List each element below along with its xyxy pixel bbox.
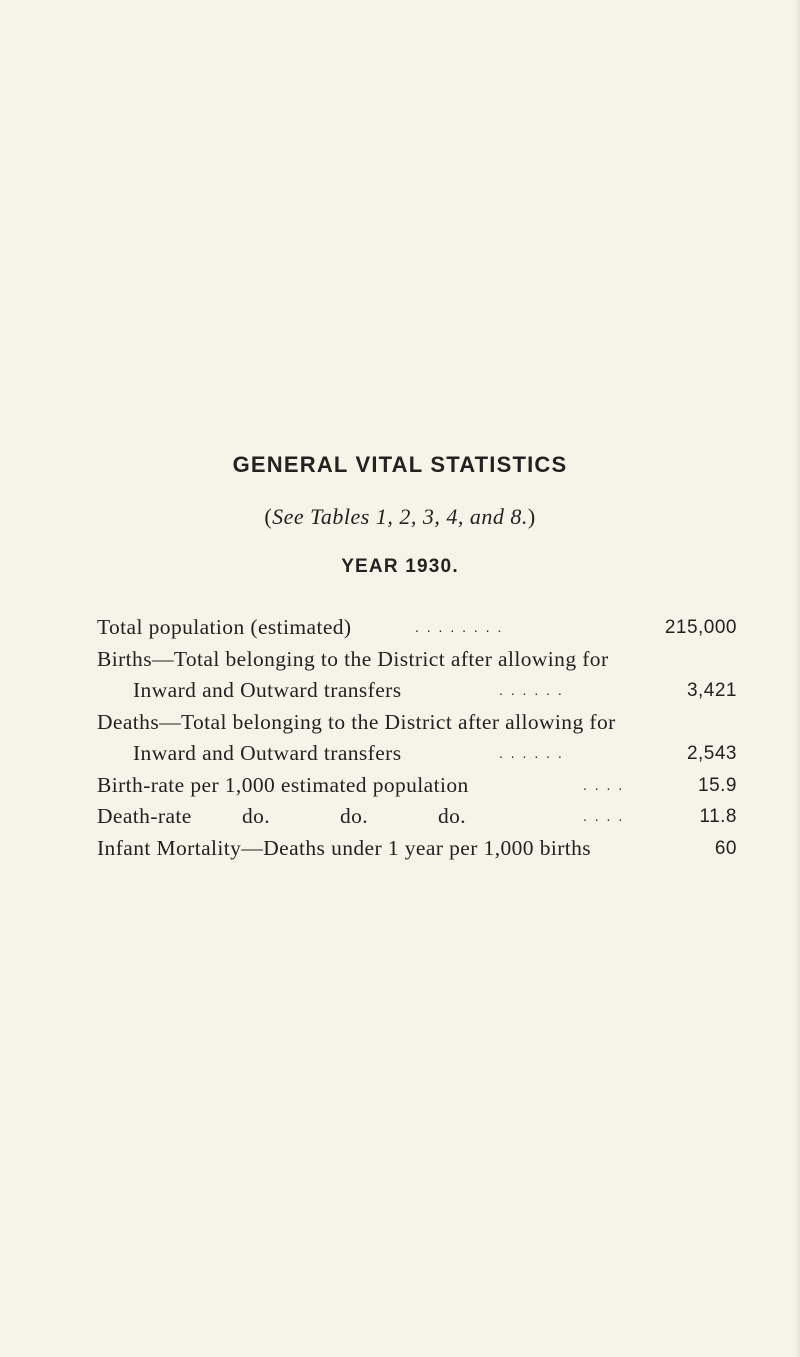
leader-dots: . . . . . . <box>499 682 564 698</box>
leader-dots: . . . . . . . . <box>415 619 504 635</box>
page-edge-shadow <box>794 0 800 1357</box>
stat-label: Total population (estimated) <box>97 615 352 639</box>
stat-value: 2,543 <box>686 743 737 764</box>
stat-label: Inward and Outward transfers <box>133 741 402 765</box>
stat-value: 60 <box>714 837 737 859</box>
subtitle-close-paren: ) <box>527 504 536 529</box>
page-title: GENERAL VITAL STATISTICS <box>232 452 568 477</box>
subtitle-tables-text: See Tables 1, 2, 3, 4, and 8. <box>272 504 528 529</box>
stat-row-birth-rate <box>97 770 737 802</box>
ditto-mark: do. <box>438 804 467 828</box>
stat-row-deaths-line-1 <box>97 707 737 739</box>
year-heading: YEAR 1930. <box>341 556 459 577</box>
stat-row-total-population <box>97 612 737 644</box>
stat-row-deaths-line-2 <box>97 738 737 770</box>
leader-dots: . . . . <box>583 808 625 824</box>
subtitle-open-paren: ( <box>264 504 273 529</box>
stat-label: Inward and Outward transfers <box>133 678 402 702</box>
leader-dots: . . . . <box>583 776 625 793</box>
leader-dots: . . . . . . <box>499 745 564 761</box>
stat-label: Birth-rate per 1,000 estimated population <box>97 772 469 797</box>
stat-label: Infant Mortality—Deaths under 1 year per 1,000 births <box>97 835 592 860</box>
stat-label: Deaths—Total belonging to the District after allowing for <box>97 709 616 734</box>
stat-label: Births—Total belonging to the District after allowing for <box>97 646 609 671</box>
stat-row-births-line-1 <box>97 644 737 676</box>
stat-value: 3,421 <box>686 680 737 701</box>
stat-value: 215,000 <box>664 617 737 638</box>
table-reference <box>0 504 800 530</box>
stat-value: 15.9 <box>698 774 737 796</box>
vital-statistics-list <box>97 612 737 864</box>
stat-row-births-line-2 <box>97 675 737 707</box>
stat-value: 11.8 <box>699 806 737 827</box>
stat-row-death-rate <box>97 801 737 833</box>
ditto-mark: do. <box>242 804 271 828</box>
stat-row-infant-mortality <box>97 833 737 865</box>
stat-label: Death-rate <box>97 804 192 828</box>
ditto-mark: do. <box>340 804 369 828</box>
